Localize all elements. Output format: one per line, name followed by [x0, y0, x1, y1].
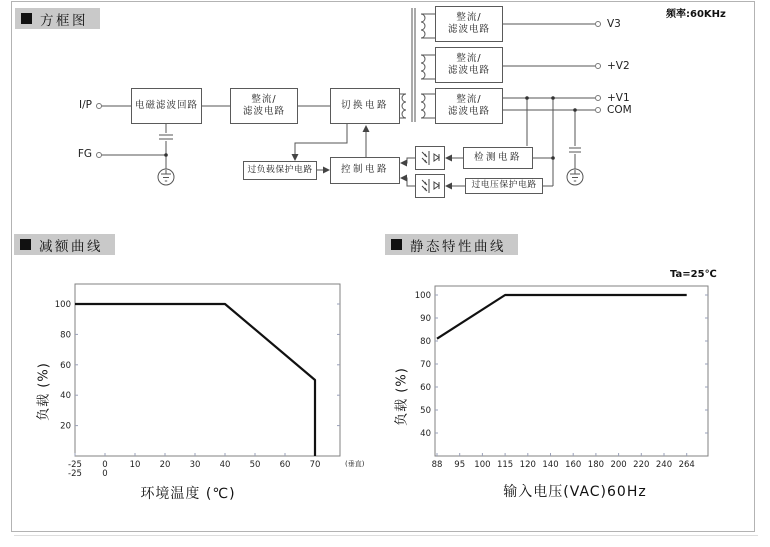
svg-text:-25: -25	[68, 460, 82, 470]
svg-text:60: 60	[420, 383, 431, 393]
svg-text:180: 180	[587, 460, 605, 470]
block-label: 整流/	[251, 93, 277, 105]
static-y-axis-label: 负载 (%)	[394, 367, 410, 426]
svg-text:160: 160	[565, 460, 582, 470]
block-switching	[330, 88, 400, 124]
terminal-label-v1: +V1	[607, 92, 630, 104]
svg-text:40: 40	[219, 460, 231, 470]
section-header-block-diagram	[15, 8, 100, 29]
section-marker-icon	[20, 239, 31, 250]
svg-text:0: 0	[102, 460, 108, 470]
svg-text:264: 264	[678, 460, 695, 470]
derating-chart	[30, 255, 375, 515]
static-curve-chart	[385, 255, 750, 515]
svg-text:220: 220	[633, 460, 650, 470]
svg-text:(垂直): (垂直)	[345, 460, 365, 468]
terminal-label-fg: FG	[77, 148, 92, 160]
section-header-derating	[14, 234, 115, 255]
svg-text:40: 40	[60, 391, 71, 402]
block-rectifier-filter-main	[230, 88, 298, 124]
svg-text:60: 60	[279, 460, 291, 470]
page-shadow	[14, 535, 758, 536]
svg-text:20: 20	[159, 460, 171, 470]
svg-text:120: 120	[519, 460, 536, 470]
block-label: 整流/	[456, 93, 482, 105]
block-label: 控制电路	[340, 164, 389, 176]
block-label: 滤波电路	[447, 65, 490, 76]
svg-text:200: 200	[610, 460, 627, 470]
svg-text:20: 20	[60, 421, 71, 432]
section-marker-icon	[391, 239, 402, 250]
svg-text:80: 80	[60, 330, 71, 341]
terminal-label-input: I/P	[79, 99, 92, 111]
svg-text:50: 50	[249, 460, 261, 470]
svg-text:30: 30	[189, 460, 201, 470]
frequency-note: 频率:60KHz	[666, 9, 726, 20]
section-title: 减额曲线	[39, 238, 103, 255]
svg-text:60: 60	[60, 360, 71, 371]
block-detection	[463, 147, 533, 169]
block-label: 电磁滤波回路	[134, 99, 198, 111]
svg-text:100: 100	[414, 291, 431, 301]
svg-text:70: 70	[309, 460, 321, 470]
derating-chart-plot	[30, 255, 375, 515]
terminal-label-v3: V3	[607, 18, 621, 30]
svg-text:50: 50	[420, 406, 431, 416]
ambient-temp-annotation: Ta=25℃	[670, 269, 717, 280]
block-control	[330, 157, 400, 184]
derating-y-axis-label: 负载 (%)	[36, 362, 52, 421]
block-overload-protection	[243, 161, 317, 180]
block-label: 整流/	[456, 11, 482, 23]
block-label: 整流/	[456, 52, 482, 64]
svg-text:0: 0	[102, 469, 108, 479]
block-label: 检测电路	[473, 151, 522, 163]
svg-text:100: 100	[54, 300, 71, 310]
optocoupler-icon	[416, 147, 444, 169]
derating-x-axis-label: 环境温度 (℃)	[140, 486, 236, 502]
section-header-static-curve	[385, 234, 518, 255]
static-curve-plot	[385, 255, 750, 515]
svg-text:115: 115	[496, 460, 514, 470]
svg-text:95: 95	[454, 460, 466, 470]
svg-text:240: 240	[655, 460, 673, 470]
svg-text:88: 88	[431, 460, 443, 470]
section-title: 静态特性曲线	[410, 238, 506, 255]
block-emi-filter	[131, 88, 202, 124]
block-label: 切换电路	[340, 99, 389, 111]
optocoupler-2	[415, 174, 445, 198]
block-label: 过负载保护电路	[247, 164, 313, 175]
block-rectifier-filter-v2	[435, 47, 503, 83]
svg-text:70: 70	[420, 360, 431, 370]
block-label: 过电压保护电路	[471, 180, 537, 191]
svg-text:140: 140	[542, 460, 559, 470]
section-marker-icon	[21, 13, 32, 24]
optocoupler-1	[415, 146, 445, 170]
block-rectifier-filter-v3	[435, 6, 503, 42]
svg-text:-25: -25	[68, 469, 82, 479]
terminal-label-com: COM	[607, 104, 632, 116]
svg-text:10: 10	[129, 460, 141, 470]
svg-text:100: 100	[474, 460, 491, 470]
section-title: 方框图	[40, 12, 88, 29]
block-label: 滤波电路	[447, 24, 490, 35]
svg-text:40: 40	[420, 429, 431, 439]
static-x-axis-label: 输入电压(VAC)60Hz	[503, 484, 647, 500]
svg-text:90: 90	[420, 314, 431, 324]
terminal-label-v2: +V2	[607, 60, 630, 72]
block-overvoltage-protection	[465, 178, 543, 194]
svg-text:80: 80	[420, 337, 431, 347]
block-label: 滤波电路	[447, 106, 490, 117]
block-rectifier-filter-v1	[435, 88, 503, 124]
optocoupler-icon	[416, 175, 444, 197]
block-label: 滤波电路	[242, 106, 285, 117]
earth-ground-icon	[567, 169, 583, 185]
earth-ground-icon	[158, 169, 174, 185]
